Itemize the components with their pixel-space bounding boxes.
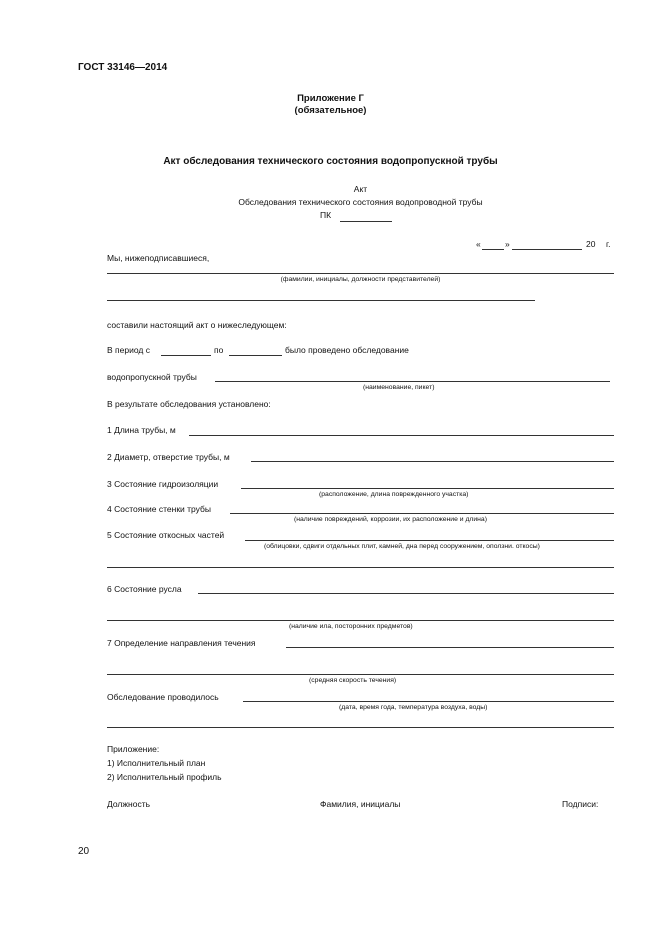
conducted-caption: (дата, время года, температура воздуха, воды) bbox=[339, 704, 488, 711]
date-day-line bbox=[482, 249, 504, 250]
form-heading: Акт bbox=[353, 184, 368, 194]
item-waterproofing-line bbox=[241, 488, 614, 489]
item-flow-line-2 bbox=[107, 674, 614, 675]
item-channel-line-2 bbox=[107, 620, 614, 621]
date-year: 20 bbox=[586, 239, 596, 249]
item-slopes-line bbox=[245, 540, 614, 541]
appendix-status: (обязательное) bbox=[294, 105, 367, 116]
period-to-label: по bbox=[214, 345, 224, 355]
item-waterproofing-label: 3 Состояние гидроизоляции bbox=[107, 479, 219, 489]
item-diameter-label: 2 Диаметр, отверстие трубы, м bbox=[107, 452, 230, 462]
conducted-line-2 bbox=[107, 727, 614, 728]
document-title: Акт обследования технического состояния водопропускной трубы bbox=[163, 156, 498, 167]
attachment-profile: 2) Исполнительный профиль bbox=[107, 772, 222, 782]
item-length-line bbox=[189, 435, 614, 436]
form-subheading: Обследования технического состояния водопроводной трубы bbox=[238, 197, 483, 207]
item-channel-caption: (наличие ила, посторонних предметов) bbox=[289, 623, 413, 630]
item-slopes-caption: (облицовки, сдвиги отдельных плит, камней, дна перед сооружением, оползни. откосы) bbox=[264, 543, 540, 550]
date-close-quote: » bbox=[505, 239, 510, 249]
item-wall-line bbox=[230, 513, 614, 514]
compiled-text: составили настоящий акт о нижеследующем: bbox=[107, 320, 287, 330]
conducted-label: Обследование проводилось bbox=[107, 692, 219, 702]
appendix-title: Приложение Г bbox=[297, 93, 364, 104]
result-label: В результате обследования установлено: bbox=[107, 399, 271, 409]
period-label: В период с bbox=[107, 345, 150, 355]
pk-label: ПК bbox=[320, 210, 332, 220]
item-slopes-label: 5 Состояние откосных частей bbox=[107, 530, 225, 540]
date-open-quote: « bbox=[476, 239, 481, 249]
item-channel-label: 6 Состояние русла bbox=[107, 584, 182, 594]
period-to-line bbox=[229, 355, 282, 356]
signers-label: Мы, нижеподписавшиеся, bbox=[107, 253, 210, 263]
item-channel-line bbox=[198, 593, 614, 594]
item-length-label: 1 Длина трубы, м bbox=[107, 425, 176, 435]
signature-signatures: Подписи: bbox=[562, 799, 599, 809]
item-waterproofing-caption: (расположение, длина поврежденного участка) bbox=[319, 491, 469, 498]
pipe-caption: (наименование, пикет) bbox=[363, 384, 435, 391]
signature-name: Фамилия, инициалы bbox=[320, 799, 401, 809]
date-month-line bbox=[512, 249, 582, 250]
date-suffix: г. bbox=[606, 239, 611, 249]
standard-number: ГОСТ 33146—2014 bbox=[78, 62, 168, 73]
item-slopes-line-2 bbox=[107, 567, 614, 568]
conducted-line bbox=[243, 701, 614, 702]
page-number: 20 bbox=[78, 846, 90, 857]
attachment-plan: 1) Исполнительный план bbox=[107, 758, 206, 768]
item-diameter-line bbox=[251, 461, 614, 462]
item-wall-caption: (наличие повреждений, коррозии, их расположение и длина) bbox=[294, 516, 487, 523]
item-flow-line bbox=[286, 647, 614, 648]
period-tail: было проведено обследование bbox=[285, 345, 409, 355]
pipe-line bbox=[215, 381, 610, 382]
item-wall-label: 4 Состояние стенки трубы bbox=[107, 504, 212, 514]
signature-position: Должность bbox=[107, 799, 151, 809]
attachments-label: Приложение: bbox=[107, 744, 160, 754]
signers-line-1 bbox=[107, 273, 614, 274]
item-flow-label: 7 Определение направления течения bbox=[107, 638, 256, 648]
pipe-label: водопропускной трубы bbox=[107, 372, 197, 382]
pk-field-line bbox=[340, 221, 392, 222]
signers-caption: (фамилии, инициалы, должности представителей) bbox=[280, 276, 441, 283]
signers-line-2 bbox=[107, 300, 535, 301]
period-from-line bbox=[161, 355, 211, 356]
item-flow-caption: (средняя скорость течения) bbox=[309, 677, 397, 684]
